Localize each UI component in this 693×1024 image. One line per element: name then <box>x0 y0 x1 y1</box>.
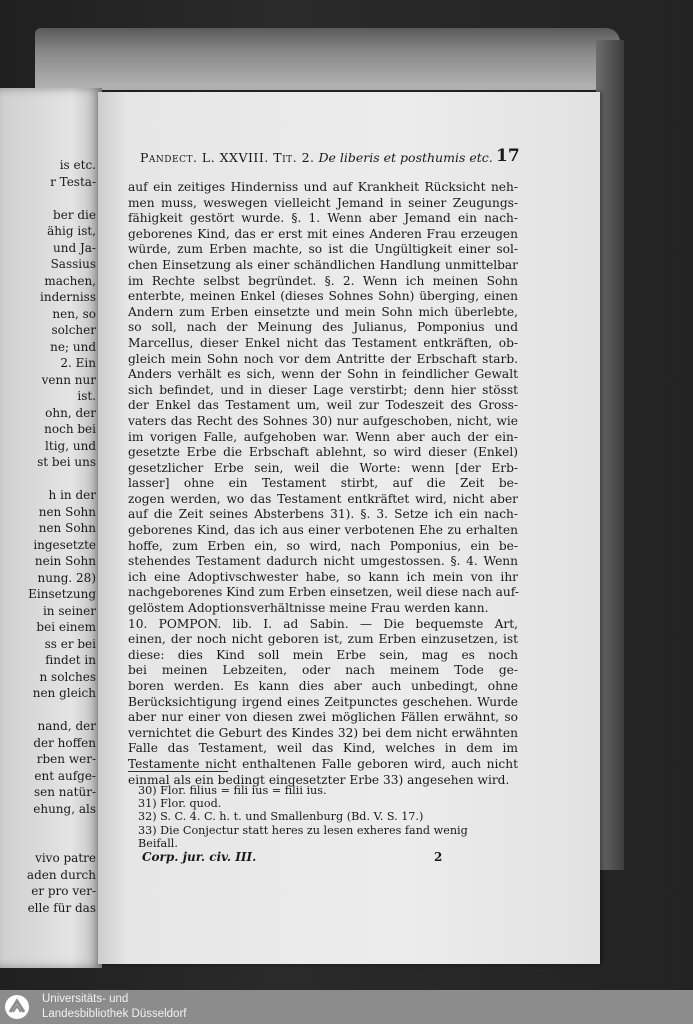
body-line: Marcellus, dieser Enkel nicht das Testament entkräften, ob- <box>128 335 518 350</box>
body-line: gleich mein Sohn noch vor dem Antritte der Erbschaft starb. <box>128 351 518 366</box>
body-line: ich eine Adoptivschwester habe, so kann ich mein von ihr <box>128 569 518 584</box>
sheet-number: 2 <box>434 850 443 864</box>
left-page-line: solcher <box>51 323 96 337</box>
body-line: Testamente nicht enthaltenen Falle geboren wird, auch nicht <box>128 756 518 771</box>
left-page-line: bei einem <box>36 620 96 634</box>
body-line: hoffe, zum Erben ein, so wird, nach Pomponius, ein be- <box>128 538 518 553</box>
left-page-line: aden durch <box>26 867 96 882</box>
left-page-line: nung. 28) <box>37 570 96 585</box>
left-page-line: vivo patre <box>35 851 96 865</box>
left-page-line: rben wer- <box>36 752 96 766</box>
header-title: Pandect. L. XXVIII. Tit. 2. <box>140 150 315 165</box>
left-page-line: ber die <box>53 207 96 222</box>
left-page-line: nein Sohn <box>34 554 96 568</box>
left-page-line: venn nur <box>41 372 96 387</box>
institution-bar <box>0 990 693 1024</box>
left-page-line: inderniss <box>40 290 96 304</box>
library-logo-icon <box>4 994 30 1020</box>
left-page-line: ingesetzte <box>33 537 96 552</box>
body-line: gesetzlicher Erbe sein, weil die Worte: wenn [der Erb- <box>128 460 518 475</box>
body-line: gelöstem Adoptionsverhältnisse meine Frau werden kann. <box>128 601 489 616</box>
footnote: 30) Flor. filius = fili ius = filii ius. <box>138 784 327 797</box>
left-page-line: h in der <box>48 488 96 502</box>
body-line: fähigkeit gestört wurde. §. 1. Wenn aber Jemand ein nach- <box>128 211 518 226</box>
body-line: auf ein zeitiges Hinderniss und auf Krankheit Rücksicht neh- <box>128 180 518 194</box>
left-page-line: is etc. <box>59 158 96 172</box>
left-page-line: ent aufge- <box>34 768 96 783</box>
left-page-line: nen, so <box>52 306 96 321</box>
body-line: einmal als ein bedingt eingesetzter Erbe 33) angesehen wird. <box>128 772 510 787</box>
running-header <box>140 150 520 165</box>
left-page-line: ehung, als <box>33 801 96 816</box>
body-line: stehendes Testament dadurch nicht umgestossen. §. 4. Wenn <box>128 554 518 569</box>
left-page-line: und Ja- <box>53 240 96 255</box>
page-number: 17 <box>496 146 520 166</box>
left-page-line: Sassius <box>50 257 96 271</box>
body-line: Berücksichtigung irgend eines Zeitpunctes geschehen. Wurde <box>128 694 518 709</box>
left-page-line: in seiner <box>42 603 96 618</box>
body-line: zogen werden, wo das Testament entkräftet wird, nicht aber <box>128 491 518 506</box>
body-line: nachgeborenes Kind zum Erben einsetzen, weil diese nach auf- <box>128 585 519 600</box>
left-page-line: elle für das <box>27 900 96 915</box>
left-page-line: 2. Ein <box>60 356 96 370</box>
body-line: geborenes Kind, das ich aus einer verbotenen Ehe zu erhalten <box>128 523 518 538</box>
body-line: würde, zum Erben machte, so ist die Ungültigkeit einer sol- <box>128 242 518 257</box>
body-line: auf die Zeit seines Absterbens 31). §. 3. Setze ich ein nach- <box>128 507 518 522</box>
body-line: so soll, nach der Meinung des Julianus, Pomponius und <box>128 320 518 335</box>
left-page-line: nen Sohn <box>38 521 96 535</box>
header-subtitle: De liberis et posthumis etc. <box>318 150 493 165</box>
footnote-rule <box>128 771 228 772</box>
body-line: Andern zum Erben einsetzte und mein Sohn mich überlebte, <box>128 304 518 319</box>
left-page-line: st bei uns <box>37 455 96 469</box>
signature-mark: Corp. jur. civ. III. <box>142 850 257 864</box>
left-page-line: nen gleich <box>32 686 96 700</box>
body-line: geborenes Kind, das er erst mit eines Anderen Frau erzeugen <box>128 226 518 241</box>
body-line: 10. POMPON. lib. I. ad Sabin. — Die bequemste Art, <box>128 616 518 631</box>
body-line: der Enkel das Testament um, weil zur Todeszeit des Gross- <box>128 398 518 413</box>
left-page-line: sen natür- <box>33 785 96 799</box>
left-page-line: ne; und <box>50 339 96 354</box>
left-page-line: nand, der <box>37 719 96 733</box>
book-cover-edge <box>596 40 624 870</box>
body-line: bei meinen Lebzeiten, oder nach meinem Tode ge- <box>128 663 518 678</box>
left-page-line: der hoffen <box>33 735 96 750</box>
left-page-line: ähig ist, <box>47 224 96 238</box>
body-line: im Rechte selbst begründet. §. 2. Wenn ich meinen Sohn <box>128 273 518 288</box>
body-line: boren werden. Es kann dies aber auch unbedingt, ohne <box>128 679 518 693</box>
left-page-line: ist. <box>77 389 96 403</box>
footnote: 31) Flor. quod. <box>138 797 222 811</box>
institution-line-1: Universitäts- und <box>42 993 129 1005</box>
left-page-line: ohn, der <box>45 405 96 420</box>
left-page-line: findet in <box>45 653 96 667</box>
left-page <box>0 88 102 968</box>
left-page-line: ltig, und <box>45 438 96 453</box>
left-page-line: nen Sohn <box>38 504 96 519</box>
body-line: vaters das Recht des Sohnes 30) nur aufgeschoben, nicht, wie <box>128 413 518 428</box>
right-page <box>98 92 600 964</box>
footnote: 32) S. C. 4. C. h. t. und Smallenburg (Bd. V. S. 17.) <box>138 810 424 824</box>
body-line: Falle das Testament, weil das Kind, welches in dem im <box>128 741 518 756</box>
body-line: im vorigen Falle, aufgehoben war. Wenn aber auch der ein- <box>128 429 518 444</box>
page-footer <box>142 850 502 864</box>
footnote: 33) Die Conjectur statt heres zu lesen exheres fand wenig <box>138 823 468 837</box>
footnotes <box>138 784 518 850</box>
institution-name <box>42 992 186 1022</box>
left-page-line: machen, <box>44 273 96 288</box>
left-page-line: er pro ver- <box>31 884 96 898</box>
body-line: gesetzte Erbe die Erbschaft ablehnt, so wird dieser (Enkel) <box>128 445 518 460</box>
body-text <box>128 180 518 788</box>
body-line: sich befindet, und in dieser Lage verstirbt; denn hier stösst <box>128 382 518 397</box>
body-line: Anders verhält es sich, wenn der Sohn in feindlicher Gewalt <box>128 367 518 382</box>
left-page-line: Einsetzung <box>28 587 96 601</box>
body-line: aber nur einer von diesen zwei möglichen Fällen erwähnt, so <box>128 710 518 725</box>
body-line: enterbte, meinen Enkel (dieses Sohnes Sohn) überging, einen <box>128 289 518 304</box>
book-top-edge <box>35 28 620 90</box>
left-page-line: r Testa- <box>50 174 96 189</box>
left-page-line: noch bei <box>44 422 96 436</box>
left-page-line: n solches <box>39 669 96 684</box>
left-page-line: ss er bei <box>44 636 96 651</box>
body-line: men muss, weswegen vielleicht Jemand in seiner Zeugungs- <box>128 195 518 210</box>
body-line: vernichtet die Geburt des Kindes 32) bei dem nicht erwähnten <box>128 725 518 740</box>
body-line: einen, der noch nicht geboren ist, zum Erben einzusetzen, ist <box>128 632 518 647</box>
body-line: diese: dies Kind soll mein Erbe sein, mag es noch <box>128 647 518 662</box>
body-line: lasser] ohne ein Testament stirbt, auf die Zeit be- <box>128 476 518 491</box>
footnote: Beifall. <box>138 836 178 850</box>
institution-line-2: Landesbibliothek Düsseldorf <box>42 1008 187 1020</box>
body-line: chen Einsetzung als einer schändlichen Handlung unmittelbar <box>128 257 518 272</box>
